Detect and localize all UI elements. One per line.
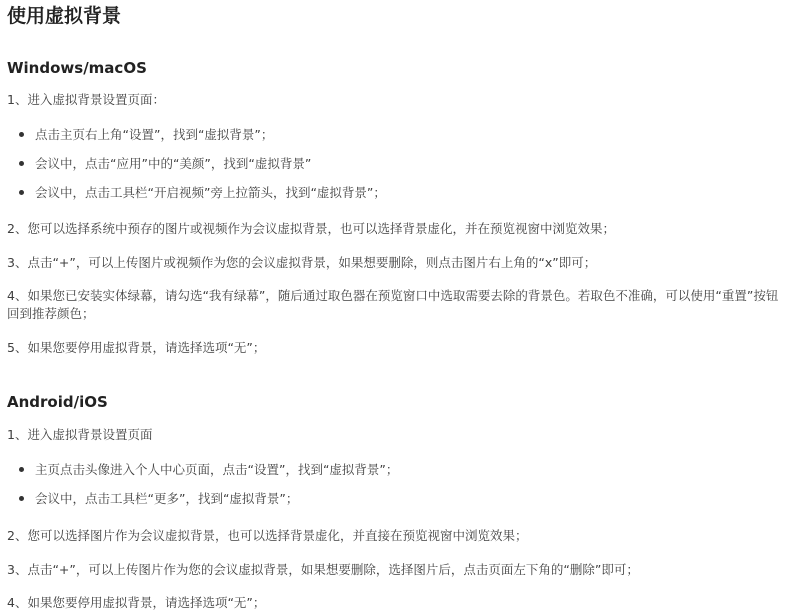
mobile-step-4: 4、如果您要停用虚拟背景，请选择选项“无”； bbox=[7, 595, 266, 610]
mobile-step-2: 2、您可以选择图片作为会议虚拟背景，也可以选择背景虚化，并直接在预览视窗中浏览效果； bbox=[7, 528, 528, 543]
bullet-dot bbox=[19, 496, 24, 501]
page-title: 使用虚拟背景 bbox=[7, 5, 122, 27]
win-bullet-1: 点击主页右上角“设置”，找到“虚拟背景”； bbox=[35, 127, 274, 142]
mobile-bullet-2: 会议中，点击工具栏“更多”，找到“虚拟背景”； bbox=[35, 491, 299, 506]
bullet-dot bbox=[19, 161, 24, 166]
win-step-4: 4、如果您已安装实体绿幕，请勾选“我有绿幕”，随后通过取色器在预览窗口中选取需要去除的背景色。若取色不准确，可以使用“重置”按钮回到推荐颜色； bbox=[7, 288, 779, 321]
win-step-1: 1、进入虚拟背景设置页面： bbox=[7, 92, 165, 107]
mobile-bullet-1: 主页点击头像进入个人中心页面，点击“设置”，找到“虚拟背景”； bbox=[35, 462, 399, 477]
win-bullet-2: 会议中，点击“应用”中的“美颜”，找到“虚拟背景” bbox=[35, 156, 312, 171]
bullet-dot bbox=[19, 467, 24, 472]
mobile-step-1: 1、进入虚拟背景设置页面 bbox=[7, 427, 153, 442]
win-step-5: 5、如果您要停用虚拟背景，请选择选项“无”； bbox=[7, 340, 266, 355]
win-bullet-3: 会议中，点击工具栏“开启视频”旁上拉箭头，找到“虚拟背景”； bbox=[35, 185, 386, 200]
win-step-3: 3、点击“+”，可以上传图片或视频作为您的会议虚拟背景，如果想要删除，则点击图片右上角的“x”即可； bbox=[7, 255, 597, 270]
win-step-2: 2、您可以选择系统中预存的图片或视频作为会议虚拟背景，也可以选择背景虚化，并在预览视窗中浏览效果； bbox=[7, 221, 615, 236]
bullet-dot bbox=[19, 190, 24, 195]
bullet-dot bbox=[19, 132, 24, 137]
section-heading-android-ios: Android/iOS bbox=[7, 393, 108, 411]
mobile-step-3: 3、点击“+”，可以上传图片作为您的会议虚拟背景，如果想要删除，选择图片后，点击页面左下角的“删除”即可； bbox=[7, 562, 639, 577]
section-heading-windows-macos: Windows/macOS bbox=[7, 59, 147, 77]
